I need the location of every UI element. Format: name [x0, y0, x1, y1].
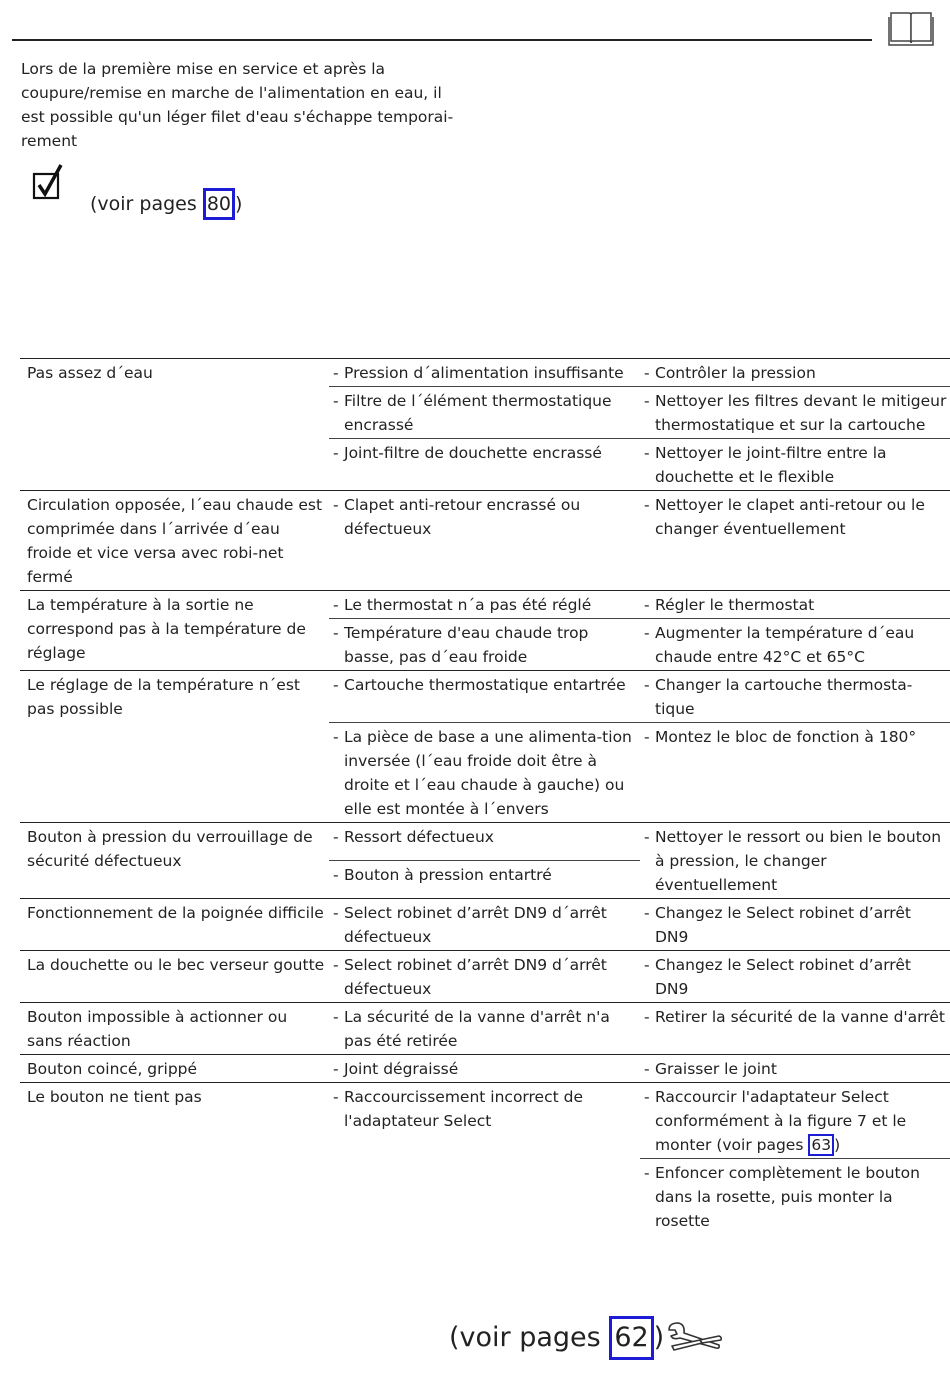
remedy-cell: - Raccourcir l'adaptateur Select conformément à la figure 7 et le monter (voir pages 63 ) — [640, 1083, 950, 1159]
remedy-cell: - Contrôler la pression — [640, 359, 950, 387]
problem-cell: Le réglage de la température n´est pas possible — [20, 671, 329, 823]
header-rule — [12, 39, 872, 41]
cause-cell: - Joint-filtre de douchette encrassé — [329, 439, 640, 491]
cause-cell: - Filtre de l´élément thermostatique encrassé — [329, 387, 640, 439]
problem-cell: Bouton à pression du verrouillage de sécurité défectueux — [20, 823, 329, 899]
page-reference-prefix: (voir pages — [90, 193, 203, 215]
wrench-screwdriver-icon — [664, 1318, 724, 1358]
checkbox-checked-icon — [32, 163, 64, 201]
cause-cell: - Joint dégraissé — [329, 1055, 640, 1083]
problem-cell: Bouton impossible à actionner ou sans réaction — [20, 1003, 329, 1055]
remedy-cell: - Changez le Select robinet d’arrêt DN9 — [640, 899, 950, 951]
cause-cell: - Le thermostat n´a pas été réglé — [329, 591, 640, 619]
cause-cell: - Bouton à pression entartré — [329, 861, 640, 899]
page-link-62[interactable]: 62 — [609, 1316, 653, 1360]
remedy-cell: - Régler le thermostat — [640, 591, 950, 619]
cause-cell: - Pression d´alimentation insuffisante — [329, 359, 640, 387]
table-row — [20, 823, 950, 861]
cause-cell: - Cartouche thermostatique entartrée — [329, 671, 640, 723]
remedy-cell: - Montez le bloc de fonction à 180° — [640, 723, 950, 823]
table-row — [20, 671, 950, 723]
remedy-cell: - Nettoyer le clapet anti-retour ou le changer éventuellement — [640, 491, 950, 591]
page-reference-prefix: (voir pages — [449, 1322, 610, 1353]
problem-cell: Fonctionnement de la poignée difficile — [20, 899, 329, 951]
problem-cell: Circulation opposée, l´eau chaude est comprimée dans l´arrivée d´eau froide et vice versa avec robi-net fermé — [20, 491, 329, 591]
remedy-cell: - Graisser le joint — [640, 1055, 950, 1083]
remedy-cell: - Changez le Select robinet d’arrêt DN9 — [640, 951, 950, 1003]
page-link-63[interactable]: 63 — [808, 1134, 834, 1156]
cause-cell: - Température d'eau chaude trop basse, pas d´eau froide — [329, 619, 640, 671]
cause-cell: - Raccourcissement incorrect de l'adaptateur Select — [329, 1083, 640, 1235]
table-row — [20, 899, 950, 951]
page-reference-suffix: ) — [653, 1322, 665, 1353]
remedy-cell: - Changer la cartouche thermosta-tique — [640, 671, 950, 723]
problem-cell: Bouton coincé, grippé — [20, 1055, 329, 1083]
book-icon — [888, 10, 934, 48]
table-row — [20, 491, 950, 591]
table-row — [20, 1003, 950, 1055]
remedy-cell: - Retirer la sécurité de la vanne d'arrêt — [640, 1003, 950, 1055]
table-row — [20, 359, 950, 387]
page-link-80[interactable]: 80 — [203, 188, 235, 220]
cause-cell: - Clapet anti-retour encrassé ou défectueux — [329, 491, 640, 591]
problem-cell: Le bouton ne tient pas — [20, 1083, 329, 1235]
intro-paragraph: Lors de la première mise en service et après la coupure/remise en marche de l'alimentation en eau, il est possible qu'un léger filet d'eau s'échappe temporai-rement — [21, 60, 454, 150]
page-reference-suffix: ) — [235, 193, 243, 215]
table-row — [20, 951, 950, 1003]
remedy-cell: - Augmenter la température d´eau chaude entre 42°C et 65°C — [640, 619, 950, 671]
table-row — [20, 591, 950, 619]
table-row — [20, 1055, 950, 1083]
table-row — [20, 1083, 950, 1159]
remedy-cell: - Enfoncer complètement le bouton dans la rosette, puis monter la rosette — [640, 1159, 950, 1235]
cause-cell: - Ressort défectueux — [329, 823, 640, 861]
problem-cell: La douchette ou le bec verseur goutte — [20, 951, 329, 1003]
page-reference-top — [90, 188, 242, 220]
problem-cell: La température à la sortie ne correspond pas à la température de réglage — [20, 591, 329, 671]
cause-cell: - Select robinet d’arrêt DN9 d´arrêt défectueux — [329, 951, 640, 1003]
cause-cell: - Select robinet d’arrêt DN9 d´arrêt défectueux — [329, 899, 640, 951]
remedy-cell: - Nettoyer le ressort ou bien le bouton à pression, le changer éventuellement — [640, 823, 950, 899]
page-reference-bottom — [449, 1316, 664, 1360]
problem-cell: Pas assez d´eau — [20, 359, 329, 491]
cause-cell: - La pièce de base a une alimenta-tion inversée (l´eau froide doit être à droite et l´eau chaude à gauche) ou elle est montée à l´envers — [329, 723, 640, 823]
remedy-cell: - Nettoyer le joint-filtre entre la douchette et le flexible — [640, 439, 950, 491]
troubleshooting-table — [20, 358, 950, 1234]
remedy-cell: - Nettoyer les filtres devant le mitigeur thermostatique et sur la cartouche — [640, 387, 950, 439]
cause-cell: - La sécurité de la vanne d'arrêt n'a pas été retirée — [329, 1003, 640, 1055]
